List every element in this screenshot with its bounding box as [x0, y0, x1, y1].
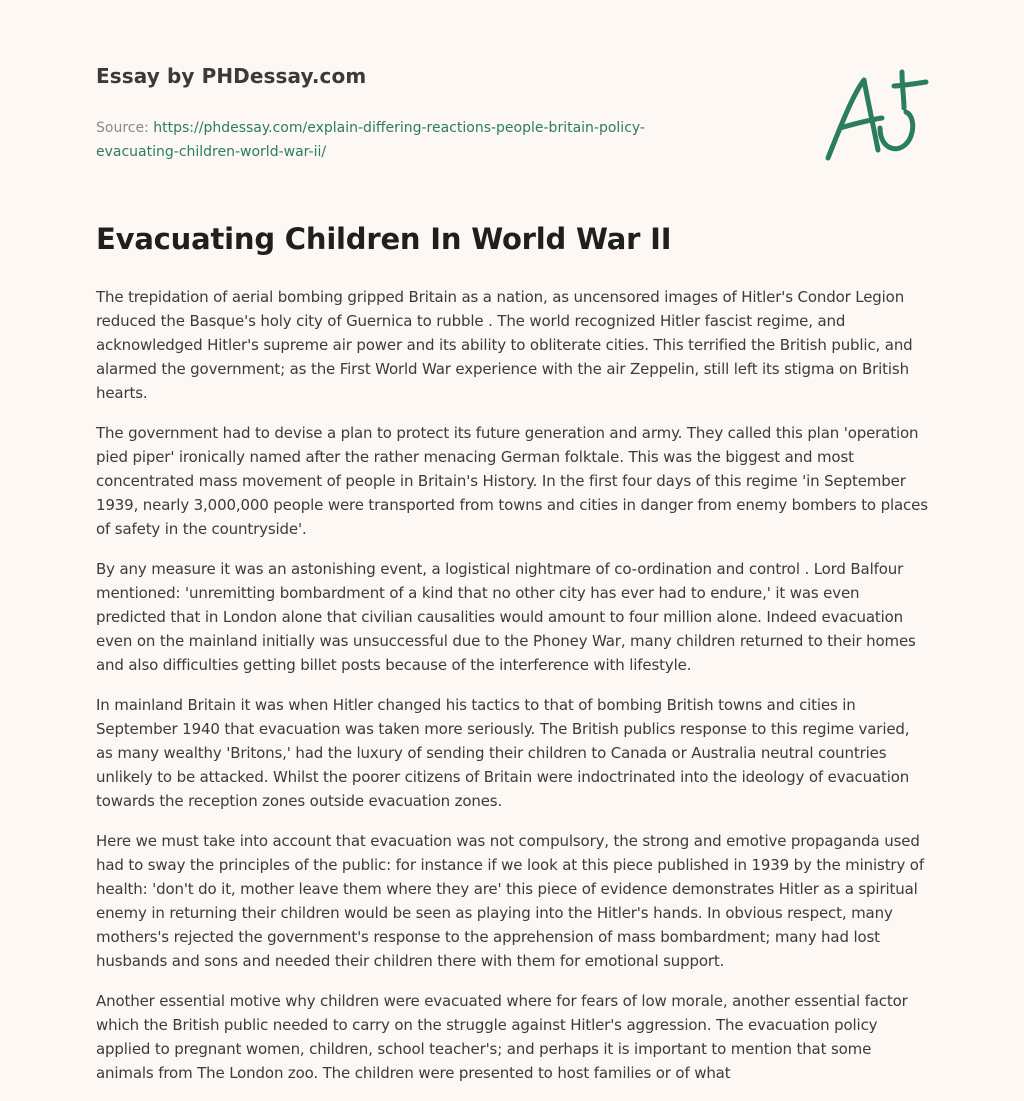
essay-title: Evacuating Children In World War II: [96, 222, 672, 256]
essay-paragraph: In mainland Britain it was when Hitler changed his tactics to that of bombing British towns and cities in September 1940 that evacuation was taken more seriously. The British publics response to this regime varied, as many wealthy 'Britons,' had the luxury of sending their children to Canada or Australia neutral countries unlikely to be attacked. Whilst the poorer citizens of Britain were indoctrinated into the ideology of evacuation towards the reception zones outside evacuation zones.: [96, 696, 910, 810]
a-plus-grade-icon: [818, 66, 930, 166]
source-line: [96, 116, 756, 164]
essay-paragraph: The government had to devise a plan to protect its future generation and army. They called this plan 'operation pied piper' ironically named after the rather menacing German folktale. This was the biggest and most concentrated mass movement of people in Britain's History. In the first four days of this regime 'in September 1939, nearly 3,000,000 people were transported from towns and cities in danger from enemy bombers to places of safety in the countryside'.: [96, 424, 928, 538]
essay-body: [96, 285, 930, 1101]
essay-paragraph: Another essential motive why children were evacuated where for fears of low morale, another essential factor which the British public needed to carry on the struggle against Hitler's aggression. The evacuation policy applied to pregnant women, children, school teacher's; and perhaps it is important to mention that some animals from The London zoo. The children were presented to host families or of what: [96, 992, 908, 1082]
source-label: Source:: [96, 120, 154, 136]
essay-paragraph: Here we must take into account that evacuation was not compulsory, the strong and emotive propaganda used had to sway the principles of the public: for instance if we look at this piece published in 1939 by the ministry of health: 'don't do it, mother leave them where they are' this piece of evidence demonstrates Hitler as a spiritual enemy in returning their children would be seen as playing into the Hitler's hands. In obvious respect, many mothers's rejected the government's response to the apprehension of mass bombardment; many had lost husbands and sons and needed their children there with them for emotional support.: [96, 832, 924, 970]
site-brand: Essay by PHDessay.com: [96, 64, 367, 88]
essay-header: [96, 64, 756, 164]
source-link-line-2: evacuating-children-world-war-ii/: [96, 144, 327, 160]
source-link[interactable]: [96, 120, 645, 160]
essay-paragraph: By any measure it was an astonishing event, a logistical nightmare of co-ordination and control . Lord Balfour mentioned: 'unremitting bombardment of a kind that no other city has ever had to endure,' it was even predicted that in London alone that civilian causalities would amount to four million alone. Indeed evacuation even on the mainland initially was unsuccessful due to the Phoney War, many children returned to their homes and also difficulties getting billet posts because of the interference with lifestyle.: [96, 560, 916, 674]
source-link-line-1: https://phdessay.com/explain-differing-reactions-people-britain-policy-: [153, 120, 645, 136]
essay-paragraph: The trepidation of aerial bombing gripped Britain as a nation, as uncensored images of Hitler's Condor Legion reduced the Basque's holy city of Guernica to rubble . The world recognized Hitler fascist regime, and acknowledged Hitler's supreme air power and its ability to obliterate cities. This terrified the British public, and alarmed the government; as the First World War experience with the air Zeppelin, still left its stigma on British hearts.: [96, 288, 913, 402]
